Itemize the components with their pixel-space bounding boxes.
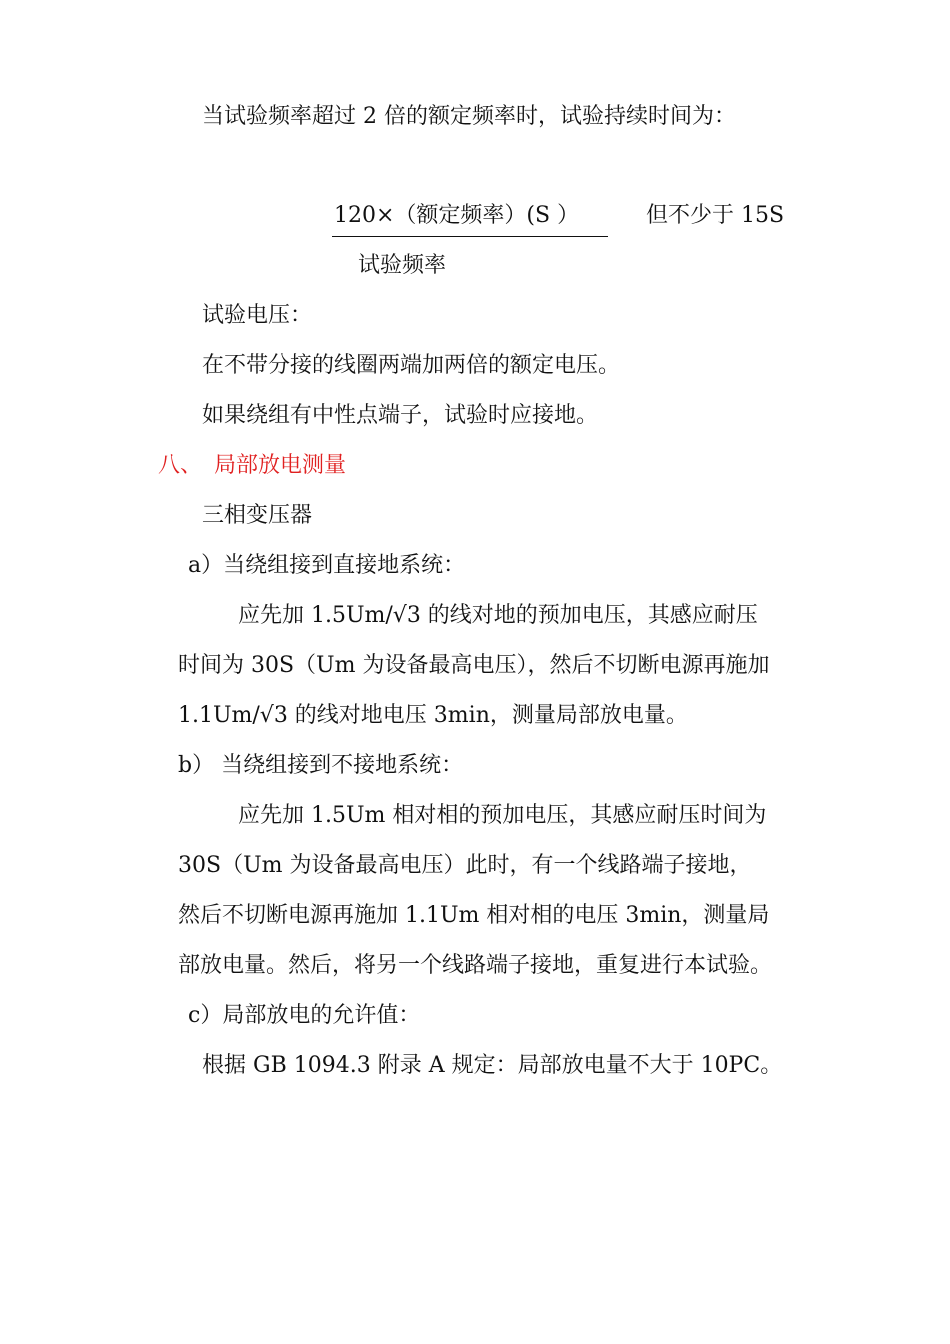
item-a-line-3: 1.1Um/√3 的线对地电压 3min，测量局部放电量。: [178, 703, 688, 728]
fraction-bar: [332, 236, 608, 237]
voltage-paragraph-2: 如果绕组有中性点端子，试验时应接地。: [202, 403, 599, 428]
formula-note: 但不少于 15S: [646, 203, 785, 228]
section-number: 八、: [158, 453, 203, 478]
item-b-line-4: 部放电量。然后，将另一个线路端子接地，重复进行本试验。: [178, 953, 773, 978]
intro-text: 当试验频率超过 2 倍的额定频率时，试验持续时间为：: [202, 104, 736, 129]
subsection-title: 三相变压器: [202, 503, 313, 528]
item-a-line-1: 应先加 1.5Um/√3 的线对地的预加电压，其感应耐压: [238, 603, 758, 628]
formula-denominator: 试验频率: [358, 253, 447, 278]
item-b-line-3: 然后不切断电源再施加 1.1Um 相对相的电压 3min，测量局: [178, 903, 770, 928]
formula-numerator: 120×（额定频率）(S ）: [334, 203, 580, 228]
item-b-line-1: 应先加 1.5Um 相对相的预加电压，其感应耐压时间为: [238, 803, 767, 828]
item-a-line-2: 时间为 30S（Um 为设备最高电压），然后不切断电源再施加: [178, 653, 770, 678]
item-b-label: b） 当绕组接到不接地系统：: [178, 753, 464, 778]
item-c-text: 根据 GB 1094.3 附录 A 规定：局部放电量不大于 10PC。: [202, 1053, 783, 1078]
item-a-label: a）当绕组接到直接地系统：: [188, 553, 466, 578]
voltage-paragraph-1: 在不带分接的线圈两端加两倍的额定电压。: [202, 353, 621, 378]
item-b-line-2: 30S（Um 为设备最高电压）此时，有一个线路端子接地，: [178, 853, 752, 878]
section-title: 局部放电测量: [214, 453, 347, 478]
voltage-label: 试验电压：: [202, 303, 313, 328]
item-c-label: c）局部放电的允许值：: [188, 1003, 421, 1028]
